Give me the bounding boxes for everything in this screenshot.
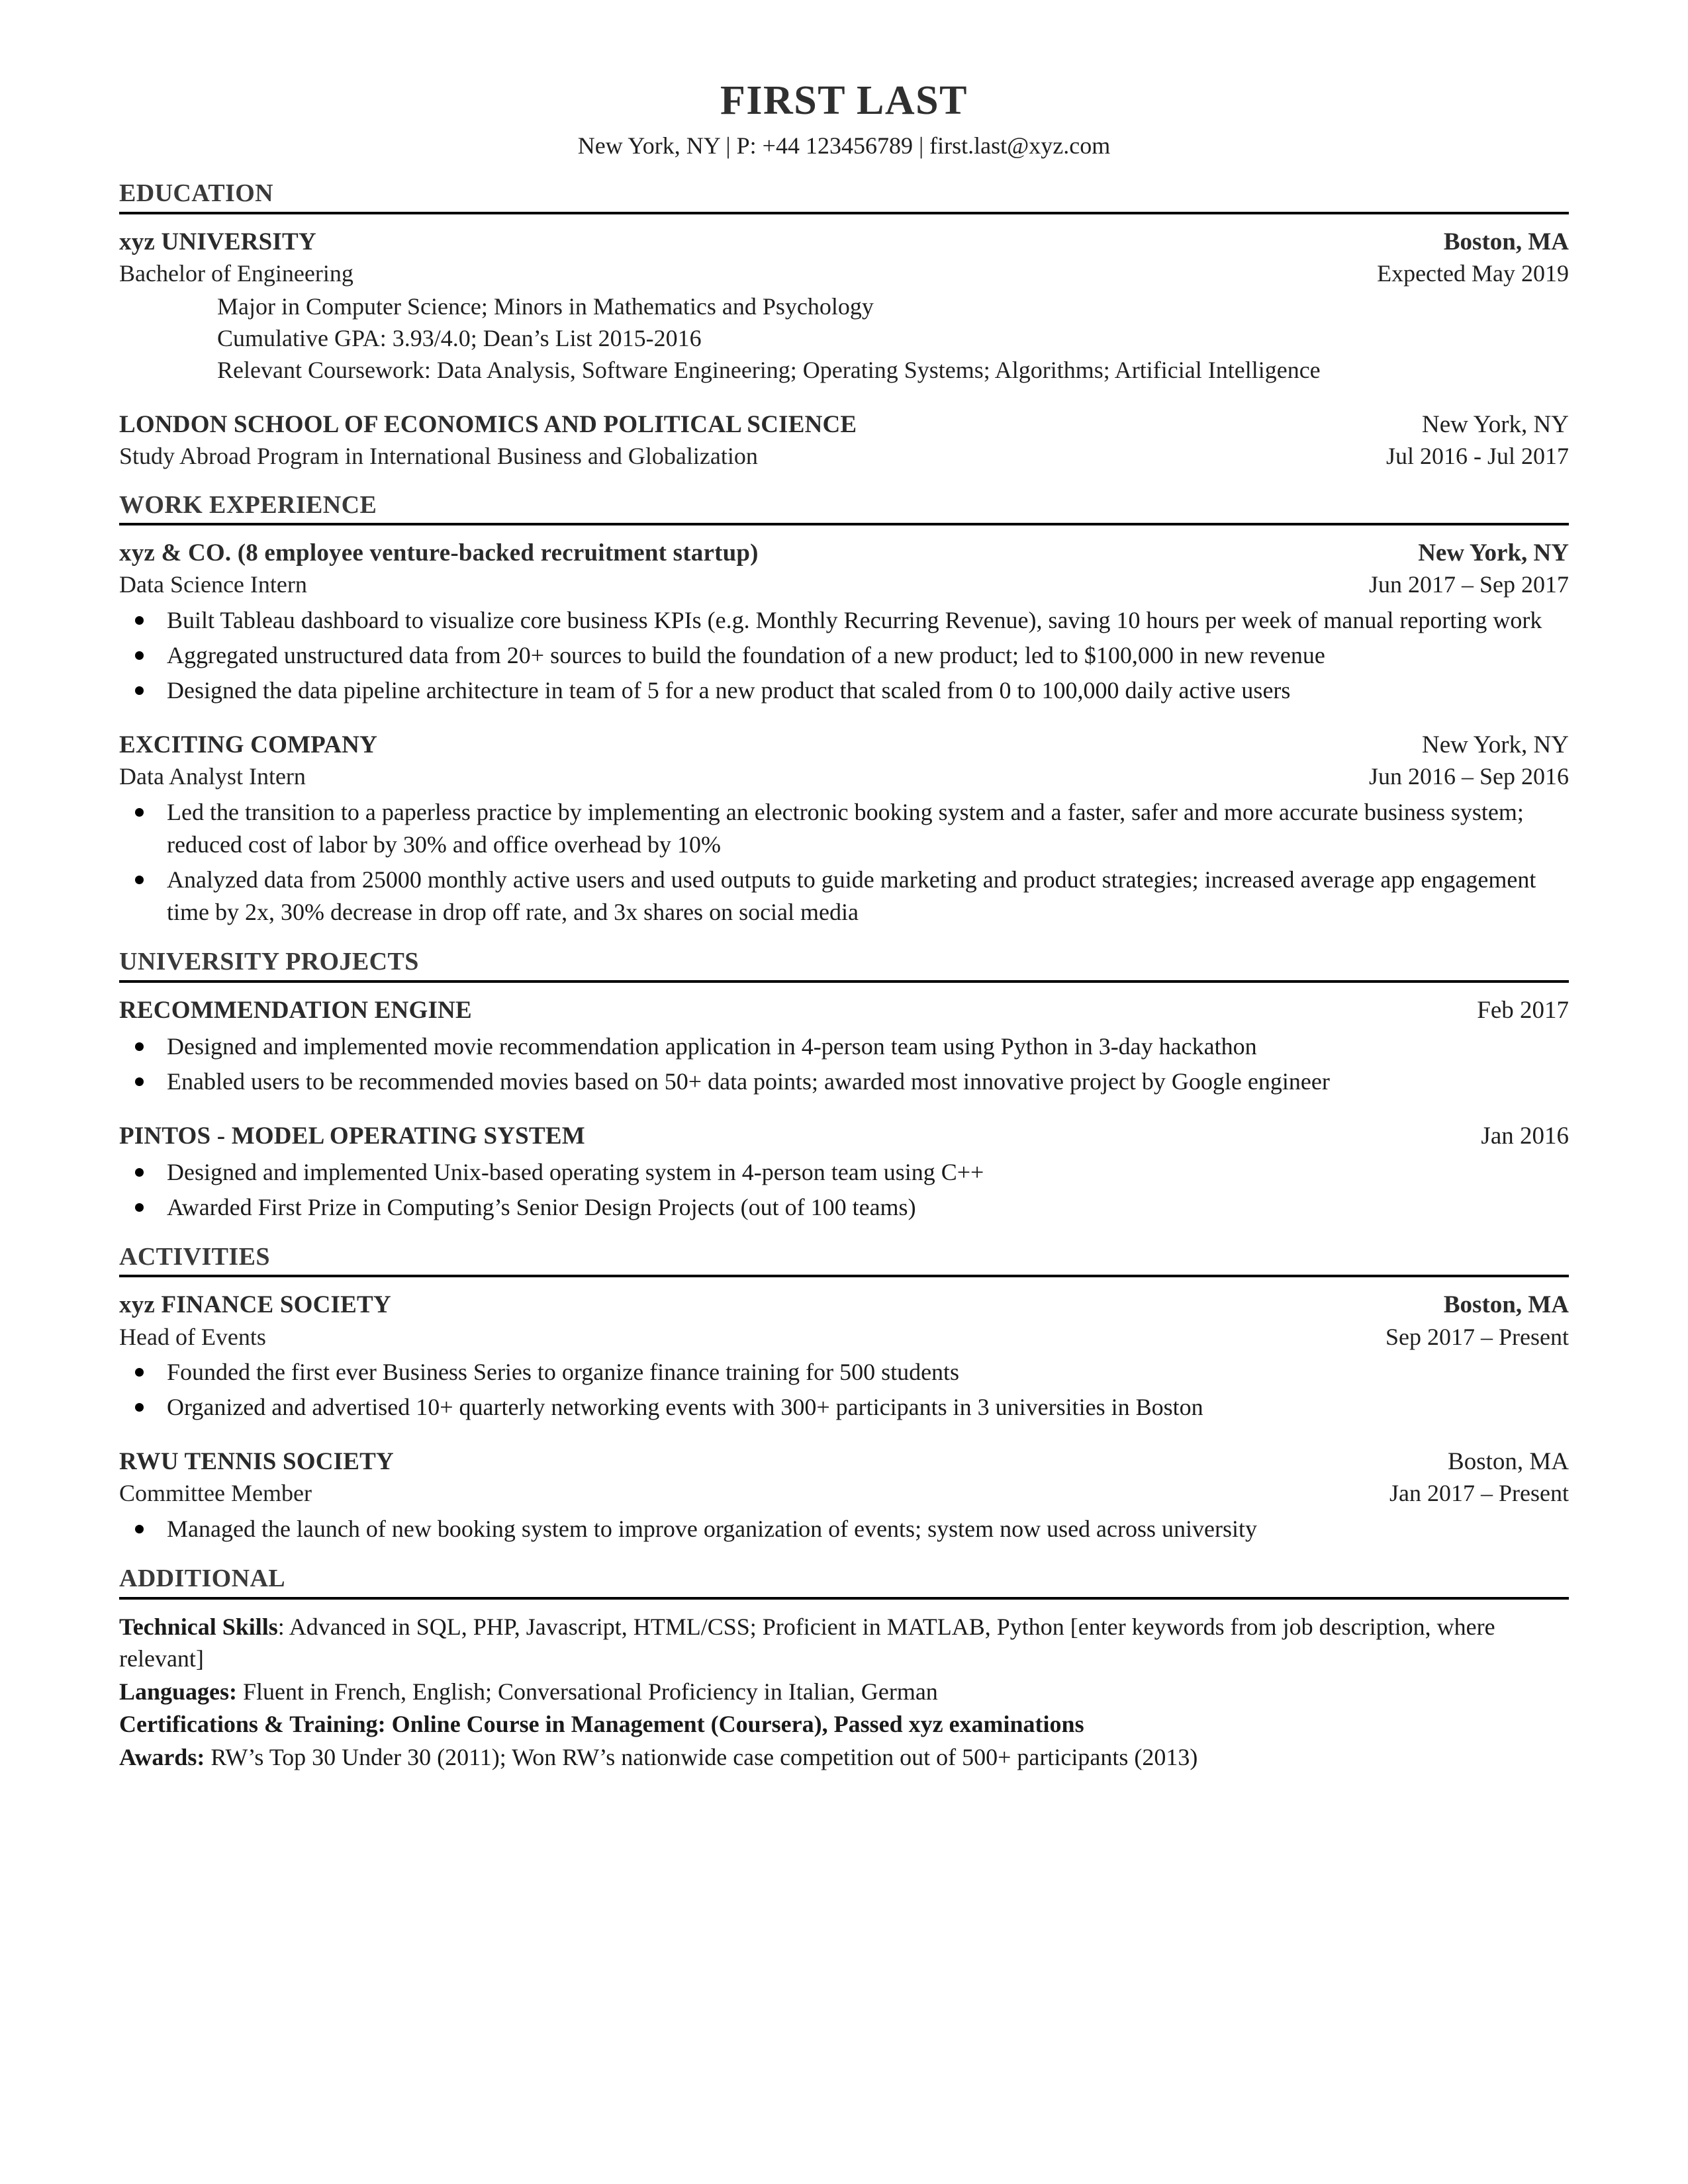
location: New York, NY [1418,539,1569,567]
date-range: Jul 2016 - Jul 2017 [1385,442,1569,469]
bullet-list [119,796,1569,929]
organization-name: RWU TENNIS SOCIETY [119,1448,394,1476]
list-item: Aggregated unstructured data from 20+ sources to build the foundation of a new product; led to $100,000 in new revenue [119,639,1569,672]
entry-header-row [119,995,1569,1026]
entry-subheader-row [119,761,1569,792]
date-range: Jan 2017 – Present [1389,1480,1569,1507]
bullet-list [119,604,1569,707]
section-rule [119,1597,1569,1600]
bullet-list [119,1356,1569,1424]
bullet-list [119,1030,1569,1098]
entry-header-row [119,1289,1569,1321]
line-separator [205,1744,211,1770]
education-detail-list [119,291,1569,387]
list-item: Founded the first ever Business Series to organize finance training for 500 students [119,1356,1569,1388]
line-separator [386,1711,392,1737]
list-item: Designed and implemented movie recommendation application in 4-person team using Python in 3-day hackathon [119,1030,1569,1063]
entry-header-row [119,226,1569,258]
list-item: Designed the data pipeline architecture in team of 5 for a new product that scaled from 0 to 100,000 daily active users [119,674,1569,707]
list-item: Cumulative GPA: 3.93/4.0; Dean’s List 2015-2016 [217,325,702,352]
work-entry [119,537,1569,707]
section-activities [119,1244,1569,1545]
date-range: Jun 2016 – Sep 2016 [1368,763,1569,790]
page-title: FIRST LAST [720,78,968,123]
line-text: RW’s Top 30 Under 30 (2011); Won RW’s nationwide case competition out of 500+ participants (2013) [211,1744,1198,1771]
work-entry [119,729,1569,929]
list-item: Enabled users to be recommended movies based on 50+ data points; awarded most innovative project by Google engineer [119,1066,1569,1098]
location: New York, NY [1421,410,1569,438]
line-text: Online Course in Management (Coursera), Passed xyz examinations [391,1711,1084,1738]
section-rule [119,1275,1569,1277]
entry-header-row [119,729,1569,761]
line-label: Awards: [119,1744,205,1771]
list-item: Built Tableau dashboard to visualize core business KPIs (e.g. Monthly Recurring Revenue), saving 10 hours per week of manual reporting work [119,604,1569,637]
location: Boston, MA [1443,228,1569,256]
line-label: Technical Skills [119,1613,278,1640]
list-item: Relevant Coursework: Data Analysis, Software Engineering; Operating Systems; Algorithms; Artificial Intelligence [217,357,1321,384]
degree-title: Bachelor of Engineering [119,260,353,287]
education-entry [119,409,1569,472]
line-text: Fluent in French, English; Conversational Proficiency in Italian, German [243,1678,938,1705]
entry-header-row [119,409,1569,441]
entry-header-row [119,1446,1569,1478]
date-range: Sep 2017 – Present [1385,1323,1569,1350]
organization-name: xyz UNIVERSITY [119,228,316,256]
entry-subheader-row [119,569,1569,600]
organization-name: xyz FINANCE SOCIETY [119,1291,391,1319]
section-rule [119,523,1569,525]
project-date: Jan 2016 [1481,1122,1569,1150]
job-title: Data Analyst Intern [119,763,306,790]
program-title: Study Abroad Program in International Business and Globalization [119,442,758,469]
organization-name: xyz & CO. (8 employee venture-backed recruitment startup) [119,539,759,567]
section-university-projects [119,948,1569,1224]
line-label: Certifications & Training: [119,1711,386,1738]
entry-subheader-row [119,1322,1569,1353]
line-label: Languages: [119,1678,238,1705]
organization-name: LONDON SCHOOL OF ECONOMICS AND POLITICAL SCIENCE [119,410,857,438]
section-title-work-experience: WORK EXPERIENCE [119,490,377,519]
line-text: Advanced in SQL, PHP, Javascript, HTML/CSS; Proficient in MATLAB, Python [enter keywords from job description, where relevant] [119,1613,1495,1672]
list-item: Led the transition to a paperless practice by implementing an electronic booking system and a faster, safer and more accurate business system; reduced cost of labor by 30% and office overhead by 10% [119,796,1569,861]
organization-name: EXCITING COMPANY [119,731,377,759]
project-entry [119,1120,1569,1224]
date-range: Expected May 2019 [1377,260,1569,287]
list-item: Major in Computer Science; Minors in Mathematics and Psychology [217,293,874,320]
role-title: Head of Events [119,1323,266,1350]
activity-entry [119,1446,1569,1545]
resume-content [119,79,1569,1774]
location: New York, NY [1421,731,1569,759]
location: Boston, MA [1448,1448,1569,1476]
section-education [119,180,1569,471]
additional-line-awards [119,1742,1569,1774]
list-item: Organized and advertised 10+ quarterly networking events with 300+ participants in 3 universities in Boston [119,1391,1569,1424]
section-rule [119,212,1569,214]
role-title: Committee Member [119,1480,312,1507]
job-title: Data Science Intern [119,571,307,598]
date-range: Jun 2017 – Sep 2017 [1368,571,1569,598]
section-rule [119,980,1569,983]
line-separator [237,1678,243,1705]
project-name: PINTOS - MODEL OPERATING SYSTEM [119,1122,585,1150]
project-entry [119,995,1569,1098]
list-item: Analyzed data from 25000 monthly active users and used outputs to guide marketing and product strategies; increased average app engagement time by 2x, 30% decrease in drop off rate, and 3x shares on social media [119,864,1569,929]
list-item: Managed the launch of new booking system to improve organization of events; system now used across university [119,1513,1569,1545]
location: Boston, MA [1443,1291,1569,1319]
project-date: Feb 2017 [1477,996,1569,1024]
additional-line-technical-skills [119,1612,1569,1675]
section-work-experience [119,492,1569,929]
section-title-university-projects: UNIVERSITY PROJECTS [119,947,419,976]
entry-subheader-row [119,441,1569,472]
section-title-education: EDUCATION [119,179,274,208]
entry-header-row [119,1120,1569,1152]
additional-line-languages [119,1676,1569,1708]
list-item: Awarded First Prize in Computing’s Senior Design Projects (out of 100 teams) [119,1191,1569,1224]
line-separator: : [277,1613,289,1640]
bullet-list [119,1513,1569,1545]
entry-subheader-row [119,258,1569,289]
entry-subheader-row [119,1478,1569,1509]
list-item: Designed and implemented Unix-based operating system in 4-person team using C++ [119,1156,1569,1189]
activity-entry [119,1289,1569,1424]
contact-line: New York, NY | P: +44 123456789 | first.last@xyz.com [577,132,1111,159]
project-name: RECOMMENDATION ENGINE [119,996,472,1024]
section-additional [119,1565,1569,1774]
additional-line-certifications [119,1709,1569,1741]
section-title-activities: ACTIVITIES [119,1242,270,1271]
bullet-list [119,1156,1569,1224]
education-entry [119,226,1569,387]
section-title-additional: ADDITIONAL [119,1565,286,1593]
entry-header-row [119,537,1569,569]
